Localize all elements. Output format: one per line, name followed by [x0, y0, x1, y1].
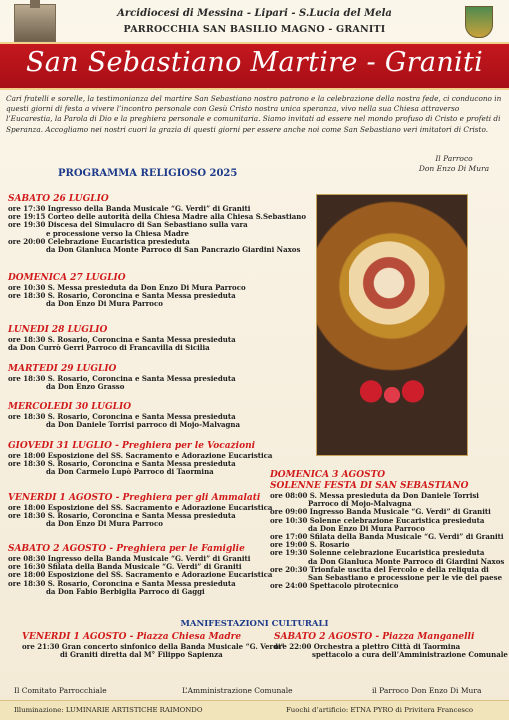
- day-title: DOMENICA 27 LUGLIO: [8, 273, 126, 283]
- day-block-28: [8, 325, 293, 352]
- line: ore 16:30 Sfilata della Banda Musicale “G. Verdi” di Graniti: [8, 562, 242, 572]
- saint-sebastian-photo: [316, 194, 468, 456]
- day-title: MERCOLEDI 30 LUGLIO: [8, 402, 132, 412]
- line: ore 21:30 Gran concerto sinfonico della Banda Musicale “G. Verdi”: [22, 642, 285, 652]
- line: ore 10:30 S. Messa presieduta da Don Enzo Di Mura Parroco: [8, 283, 246, 292]
- day-title: SABATO 2 AGOSTO - Preghiera per le Famiglie: [8, 544, 245, 554]
- line: da Don Fabio Berbiglia Parroco di Gaggi: [46, 586, 205, 596]
- line: spettacolo a cura dell’Amministrazione Comunale: [312, 650, 508, 660]
- line: da Don Enzo Di Mura Parroco: [308, 523, 425, 533]
- footer-right: il Parroco Don Enzo Di Mura: [372, 686, 482, 695]
- line: ore 18:30 S. Rosario, Coroncina e Santa Messa presieduta: [8, 374, 236, 383]
- cultural-right: [274, 632, 508, 660]
- line: ore 18:00 Esposizione del SS. Sacramento e Adorazione Eucaristica: [8, 451, 273, 460]
- line: ore 22:00 Orchestra a plettro Città di Taormina: [274, 642, 461, 652]
- feast-block: [270, 470, 505, 591]
- day-title: GIOVEDI 31 LUGLIO - Preghiera per le Vocazioni: [8, 441, 256, 451]
- line: da Don Enzo Grasso: [46, 382, 125, 392]
- day-block-27: [8, 273, 293, 309]
- header: [0, 0, 509, 42]
- cultural-heading: MANIFESTAZIONI CULTURALI: [180, 619, 329, 629]
- line: ore 19:00 S. Rosario: [270, 540, 350, 550]
- feast-title: SOLENNE FESTA DI SAN SEBASTIANO: [270, 481, 469, 491]
- feast-day: DOMENICA 3 AGOSTO: [270, 470, 386, 480]
- day-block-1: [8, 493, 293, 529]
- line: ore 18:00 Esposizione del SS. Sacramento e Adorazione Eucaristica: [8, 503, 273, 512]
- line: ore 17:30 Ingresso della Banda Musicale “G. Verdi” di Graniti: [8, 204, 251, 213]
- line: da Don Enzo Di Mura Parroco: [46, 299, 163, 309]
- line: ore 18:30 S. Rosario, Coroncina e Santa Messa presieduta: [8, 291, 236, 301]
- line: da Don Gianluca Monte Parroco di San Pancrazio Giardini Naxos: [46, 245, 301, 255]
- line: ore 19:30 Discesa del Simulacro di San Sebastiano sulla vara: [8, 220, 248, 230]
- footer-center: L’Amministrazione Comunale: [182, 686, 293, 695]
- footer-fireworks: Fuochi d’artificio: ETNA PYRO di Privitera Francesco: [286, 706, 473, 714]
- line: ore 10:30 Solenne celebrazione Eucaristica presieduta: [270, 515, 485, 525]
- day-block-29: [8, 364, 293, 391]
- line: ore 17:00 Sfilata della Banda Musicale “G. Verdi” di Graniti: [270, 532, 504, 542]
- line: Parroco di Mojo-Malvagna: [308, 499, 412, 509]
- footer-left: Il Comitato Parrocchiale: [14, 686, 107, 695]
- program-title: PROGRAMMA RELIGIOSO 2025: [58, 168, 238, 179]
- cultural-right-day: SABATO 2 AGOSTO - Piazza Manganelli: [274, 632, 475, 642]
- page-title: San Sebastiano Martire - Graniti: [25, 47, 484, 78]
- cultural-left: [22, 632, 285, 660]
- line: ore 20:00 Celebrazione Eucaristica presieduta: [8, 236, 190, 246]
- day-title: LUNEDI 28 LUGLIO: [8, 325, 108, 335]
- line: ore 19:30 Solenne celebrazione Eucaristica presieduta: [270, 548, 485, 558]
- line: di Graniti diretta dal M° Filippo Sapienza: [60, 650, 223, 660]
- day-title: MARTEDI 29 LUGLIO: [8, 364, 117, 374]
- line: ore 09:00 Ingresso Banda Musicale “G. Verdi” di Graniti: [270, 507, 491, 517]
- line: ore 08:00 S. Messa presieduta da Don Daniele Torrisi: [270, 491, 479, 500]
- signature: [406, 154, 502, 174]
- line: ore 18:30 S. Rosario, Coroncina e Santa Messa presieduta: [8, 511, 236, 521]
- line: da Don Daniele Torrisi parroco di Mojo-Malvagna: [46, 420, 241, 430]
- signature-name: Don Enzo Di Mura: [418, 164, 490, 173]
- footer-signatures: [0, 684, 509, 700]
- line: da Don Enzo Di Mura Parroco: [46, 519, 163, 529]
- line: ore 18:30 S. Rosario, Coroncina e Santa Messa presieduta: [8, 578, 236, 588]
- signature-title: Il Parroco: [435, 154, 473, 163]
- municipal-crest-icon: [465, 6, 493, 38]
- cultural-left-day: VENERDI 1 AGOSTO - Piazza Chiesa Madre: [22, 632, 242, 642]
- intro-body: Cari fratelli e sorelle, la testimonianza del martire San Sebastiano nostro patrono e la celebrazione della nostra fede, ci conducono in questi giorni di festa a vivere l’incontro personale con Gesù Cristo nostra unica speranza, vivo nella sua Chiesa attraverso l’Eucarestia, la Parola di Dio e la preghiera personale e comunitaria. Siamo invitati ad essere nel mondo profuso di Cristo e profeti di Speranza. Accogliamo nei nostri cuori la grazia di questi giorni per essere anche noi come San Sebastiano veri imitatori di Cristo.: [6, 94, 502, 134]
- line: da Don Currò Gerri Parroco di Francavilla di Sicilia: [8, 343, 210, 353]
- line: ore 18:30 S. Rosario, Coroncina e Santa Messa presieduta: [8, 335, 236, 344]
- line: da Don Carmelo Lupò Parroco di Taormina: [46, 467, 214, 477]
- line: ore 18:30 S. Rosario, Coroncina e Santa Messa presieduta: [8, 412, 236, 421]
- line: ore 19:15 Corteo delle autorità della Chiesa Madre alla Chiesa S.Sebastiano: [8, 212, 307, 222]
- day-block-2: [8, 544, 293, 596]
- day-block-30: [8, 402, 293, 429]
- footer-illumination: Illuminazione: LUMINARIE ARTISTICHE RAIMONDO: [14, 706, 203, 714]
- line: ore 20:30 Trionfale uscita del Fercolo e della reliquia di: [270, 564, 489, 574]
- line: San Sebastiano e processione per le vie del paese: [308, 573, 503, 583]
- day-title: VENERDI 1 AGOSTO - Preghiera per gli Ammalati: [8, 493, 261, 503]
- line: da Don Gianluca Monte Parroco di Giardini Naxos: [308, 556, 505, 566]
- intro-text: [6, 94, 502, 174]
- day-block-26: [8, 194, 307, 255]
- line: ore 08:30 Ingresso della Banda Musicale “G. Verdi” di Graniti: [8, 554, 251, 563]
- footer-credits: [0, 700, 509, 720]
- line: ore 24:00 Spettacolo pirotecnico: [270, 581, 399, 591]
- header-line2: PARROCCHIA SAN BASILIO MAGNO - GRANITI: [123, 24, 386, 35]
- line: e processione verso la Chiesa Madre: [46, 228, 189, 238]
- day-title: SABATO 26 LUGLIO: [8, 194, 109, 204]
- header-line1: Arcidiocesi di Messina - Lipari - S.Lucia del Mela: [117, 8, 392, 19]
- title-banner: [0, 42, 509, 90]
- line: ore 18:30 S. Rosario, Coroncina e Santa Messa presieduta: [8, 459, 236, 469]
- line: ore 18:00 Esposizione del SS. Sacramento e Adorazione Eucaristica: [8, 570, 273, 580]
- day-block-31: [8, 441, 293, 477]
